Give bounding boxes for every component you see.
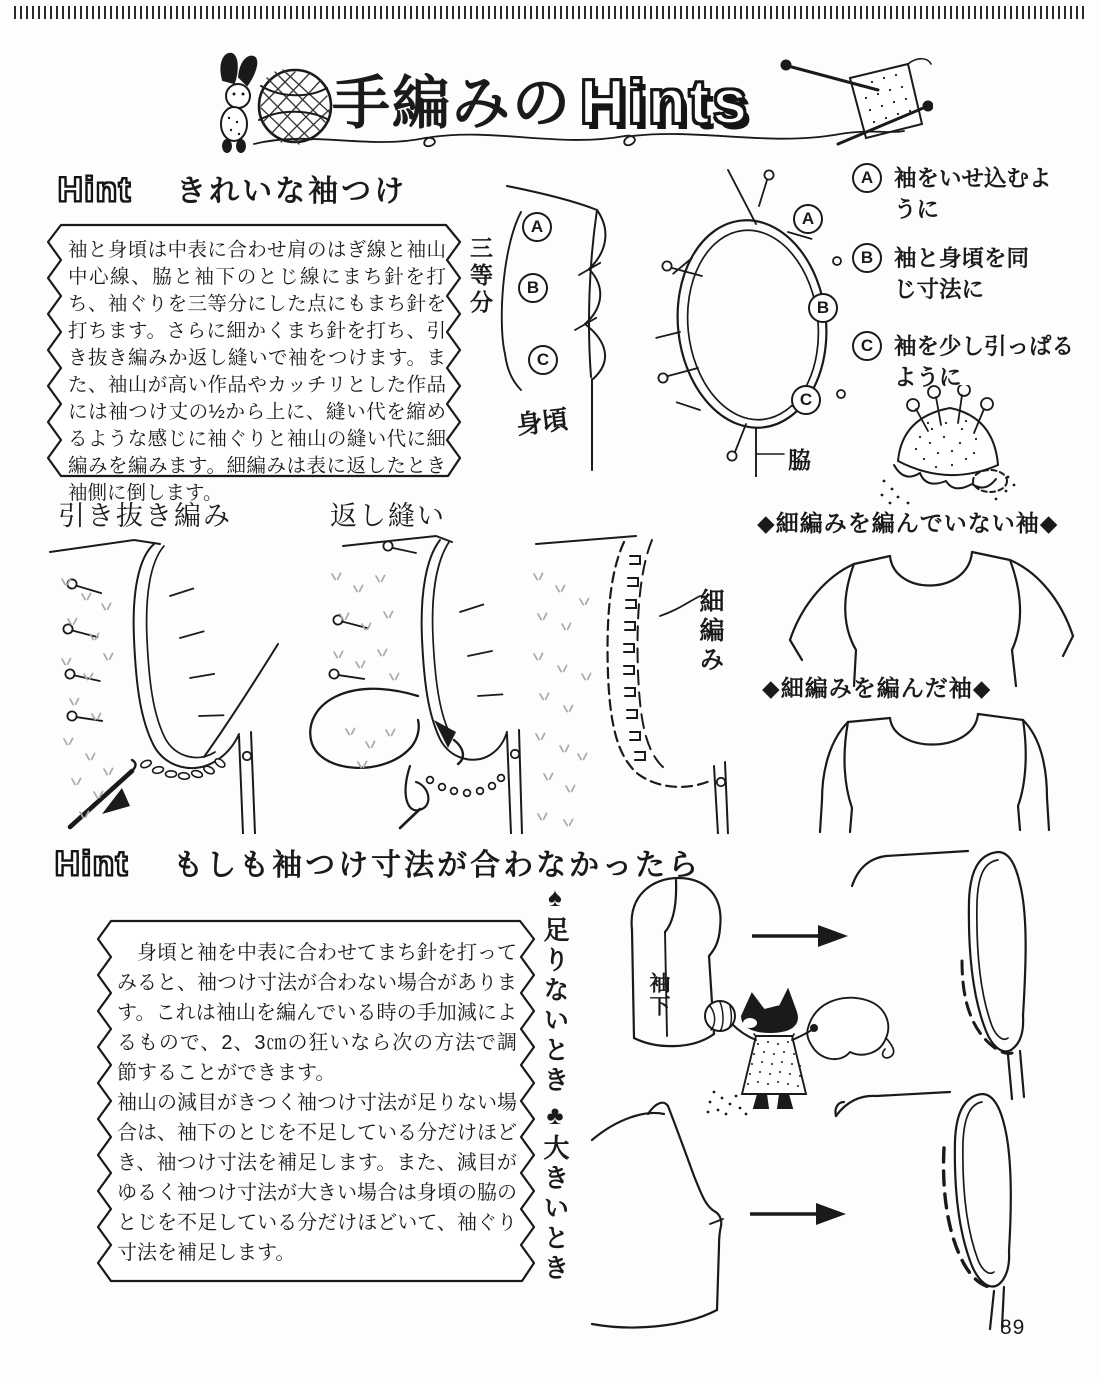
sleeve-with-crochet-drawing <box>778 700 1098 835</box>
sleeve-without-crochet-drawing <box>772 534 1092 689</box>
adjusted-armhole-bottom-illustration <box>832 1086 1027 1331</box>
diagram2-point-c: C <box>791 385 821 415</box>
note-c-text: 袖を少し引っぱるように <box>894 334 1075 390</box>
when-large-label: ♣大きいとき <box>540 1100 570 1284</box>
note-b-badge: B <box>852 243 882 273</box>
caption-without-crochet: ◆細編みを編んでいない袖◆ <box>757 510 1059 536</box>
side-seam-label: 脇 <box>788 447 811 473</box>
slip-stitch-illustration <box>42 524 287 834</box>
pincushion-illustration <box>872 385 1024 507</box>
sleeve-under-label: 袖下 <box>647 972 670 1018</box>
diagram1-point-c: C <box>528 345 558 375</box>
page-title-en: Hints <box>580 68 751 137</box>
section1-body-text: 袖と身頃は中表に合わせ肩のはぎ線と袖山中心線、脇と袖下のとじ線にまち針を打ち、袖ぐりを三等分にした点にもまち針を打ちます。さらに細かくまち針を打ち、引き抜き編みか返し縫いで袖をつけます。また、袖山が高い作品やカッチリとした作品には袖つけ丈の½から上に、縫い代を縮めるような感じに袖ぐりと袖山の縫い代に細編みを編みます。細編みは表に返したとき袖側に倒します。 <box>68 239 446 504</box>
section1-heading-row <box>58 166 407 210</box>
diagram2-point-b: B <box>808 293 838 323</box>
section1-heading: きれいな袖つけ <box>176 175 408 208</box>
backstitch-illustration <box>288 524 528 834</box>
section1-hint-badge: Hint <box>58 171 133 209</box>
diagram2-point-a: A <box>793 204 823 234</box>
single-crochet-callout: 細編み <box>696 588 724 675</box>
section3-hint-badge: Hint <box>55 845 130 883</box>
wavy-underline <box>250 120 910 160</box>
when-short-label: ♠足りないとき <box>540 882 570 1096</box>
decorative-top-border <box>14 6 1088 19</box>
page-number: 89 <box>1000 1316 1026 1339</box>
arrow-right-icon <box>750 920 850 952</box>
note-row-b <box>852 243 1100 305</box>
backstitch-label: 返し縫い <box>330 501 446 531</box>
thirds-label: 三等分 <box>467 236 493 317</box>
caption-with-crochet: ◆細編みを編んだ袖◆ <box>762 675 992 701</box>
section3-body-paragraph-1: 身頃と袖を中表に合わせてまち針を打ってみると、袖つけ寸法が合わない場合があります。これは袖山を編んでいる時の手加減によるもので、2、3㎝の狂いなら次の方法で調節することができます。 <box>117 942 517 1084</box>
page-title-jp: 手編みの <box>332 71 573 136</box>
note-b-text: 袖と身頃を同じ寸法に <box>894 246 1030 302</box>
note-a-text: 袖をいせ込むように <box>894 166 1052 222</box>
diagram1-point-b: B <box>518 273 548 303</box>
single-crochet-edge-illustration <box>518 524 743 834</box>
diagram1-point-a: A <box>522 212 552 242</box>
body-piece-bottom-illustration <box>588 1092 753 1342</box>
note-c-badge: C <box>852 331 882 361</box>
note-a-badge: A <box>852 163 882 193</box>
note-row-a <box>852 163 1100 225</box>
sleeve-fit-notes <box>852 163 1100 393</box>
section3-heading-row <box>55 840 701 884</box>
section3-body <box>117 938 517 1268</box>
body-piece-label: 身頃 <box>514 403 570 441</box>
section3-heading: もしも袖つけ寸法が合わなかったら <box>173 849 702 882</box>
slip-stitch-label: 引き抜き編み <box>58 501 232 531</box>
section3-body-paragraph-2: 袖山の減目がきつく袖つけ寸法が足りない場合は、袖下のとじを不足している分だけほどき、袖つけ寸法を補足します。また、減目がゆるく袖つけ寸法が大きい場合は身頃の脇のとじを不足している分だけほどいて、袖ぐり寸法を補足します。 <box>117 1092 517 1264</box>
note-row-c <box>852 331 1100 393</box>
